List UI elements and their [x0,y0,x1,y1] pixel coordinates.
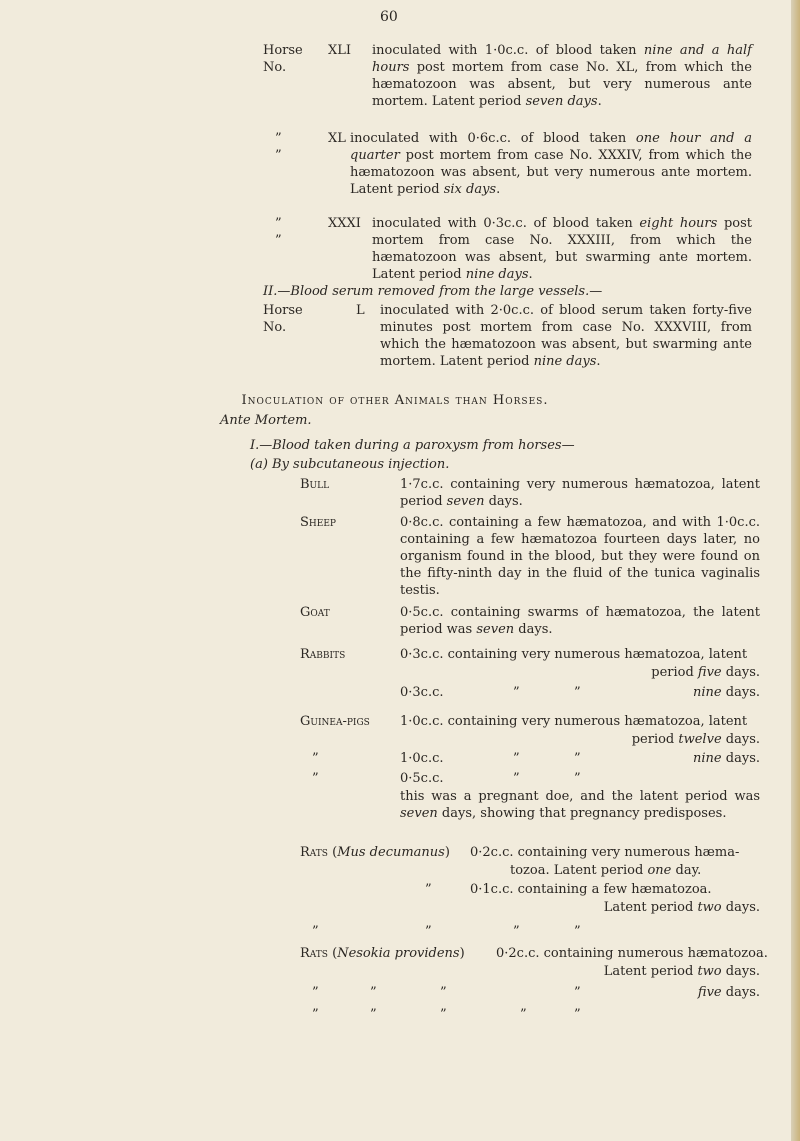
ditto-mark: ” ” [275,216,292,248]
animal-guinea-pigs: Guinea-pigs [300,714,370,729]
ditto-mark: ” [574,751,581,766]
ditto-mark: ” [370,1007,377,1022]
goat-text: 0·5c.c. containing swarms of hæmatozoa, the latent period was seven days. [400,605,760,637]
sheep-text: 0·8c.c. containing a few hæmatozoa, and with 1·0c.c. containing a few hæmatozoa fourteen days later, no organism found in the blood, but they were found on the fifty-ninth day in the fluid of the tunica vaginalis testis. [400,515,760,598]
ditto-mark: ” [370,985,377,1000]
entry-id: L [356,303,365,318]
rats-mus-line1: 0·2c.c. containing very numerous hæma- [470,845,740,860]
ditto-mark: ” [312,924,319,939]
entry-id: XXXI [328,216,361,231]
horse-label: Horse No. [263,303,303,335]
ditto-mark: ” [425,924,432,939]
bull-text: 1·7c.c. containing very numerous hæmatozoa, latent period seven days. [400,477,760,509]
rabbits-line1: 0·3c.c. containing very numerous hæmatozoa, latent [400,647,748,662]
ditto-mark: ” [312,985,319,1000]
entry-text: inoculated with 0·3c.c. of blood taken eight hours post mortem from case No. XXXIII, from which the hæmatozoon was absent, but swarming ante mortem. Latent period nine days. [372,216,752,282]
guinea-line2: period twelve days. [631,732,760,747]
page-edge [791,0,800,1141]
animal-sheep: Sheep [300,515,336,530]
subheading-paroxysm: I.—Blood taken during a paroxysm from horses— [250,438,575,453]
entry-text: inoculated with 1·0c.c. of blood taken nine and a half hours post mortem from case No. XL, from which the hæmatozoon was absent, but very numerous ante mortem. Latent period seven days. [372,43,752,109]
rats-nesokia-line2: Latent period two days. [603,964,760,979]
ditto-mark: ” [574,685,581,700]
ditto-mark: ” [574,771,581,786]
ditto-mark: ” [425,882,432,897]
rabbits-line3-end: nine days. [693,685,760,700]
ditto-mark: ” [574,1007,581,1022]
ditto-mark: ” [513,751,520,766]
ante-mortem-heading: Ante Mortem. [220,413,312,428]
rats-nesokia-line1: 0·2c.c. containing numerous hæmatozoa. [496,946,768,961]
rats-nesokia-line3: five days. [697,985,760,1000]
entry-text: inoculated with 2·0c.c. of blood serum taken forty-five minutes post mortem from case No. XXXVIII, from which the hæmatozoon was absent, but swarming ante mortem. Latent period nine days. [380,303,752,369]
section-heading: II.—Blood serum removed from the large vessels.— [263,284,603,299]
guinea-line4: 0·5c.c. [400,771,444,786]
entry-text: inoculated with 0·6c.c. of blood taken one hour and a quarter post mortem from case No. XXXIV, from which the hæmatozoon was absent, but very numerous ante mortem. Latent period six days. [350,131,752,197]
animal-bull: Bull [300,477,330,492]
animal-rabbits: Rabbits [300,647,346,662]
guinea-line3-end: nine days. [693,751,760,766]
rabbits-line2: period five days. [651,665,760,680]
guinea-line5: this was a pregnant doe, and the latent period was seven days, showing that pregnancy predisposes. [400,789,760,821]
rabbits-line3: 0·3c.c. [400,685,444,700]
page-number: 60 [380,9,398,25]
ditto-mark: ” [513,685,520,700]
ditto-mark: ” [312,771,319,786]
ditto-mark: ” [574,924,581,939]
subheading-injection: (a) By subcutaneous injection. [250,457,450,472]
rats-mus-label: Rats (Mus decumanus) [300,845,450,860]
ditto-mark: ” [312,751,319,766]
rats-nesokia-label: Rats (Nesokia providens) [300,946,465,961]
guinea-line1: 1·0c.c. containing very numerous hæmatozoa, latent [400,714,748,729]
ditto-mark: ” [440,985,447,1000]
ditto-mark: ” [574,985,581,1000]
ditto-mark: ” [513,771,520,786]
rats-mus-line4: Latent period two days. [603,900,760,915]
guinea-line3: 1·0c.c. [400,751,444,766]
ditto-mark: ” ” [275,131,292,163]
rats-mus-line3: 0·1c.c. containing a few hæmatozoa. [470,882,712,897]
rats-mus-line2: tozoa. Latent period one day. [510,863,702,878]
center-heading: Inoculation of other Animals than Horses. [241,393,549,408]
horse-label: Horse No. [263,43,303,75]
ditto-mark: ” [312,1007,319,1022]
ditto-mark: ” [513,924,520,939]
entry-id: XLI [328,43,352,58]
entry-id: XL [328,131,346,146]
animal-goat: Goat [300,605,330,620]
ditto-mark: ” [440,1007,447,1022]
ditto-mark: ” [520,1007,527,1022]
